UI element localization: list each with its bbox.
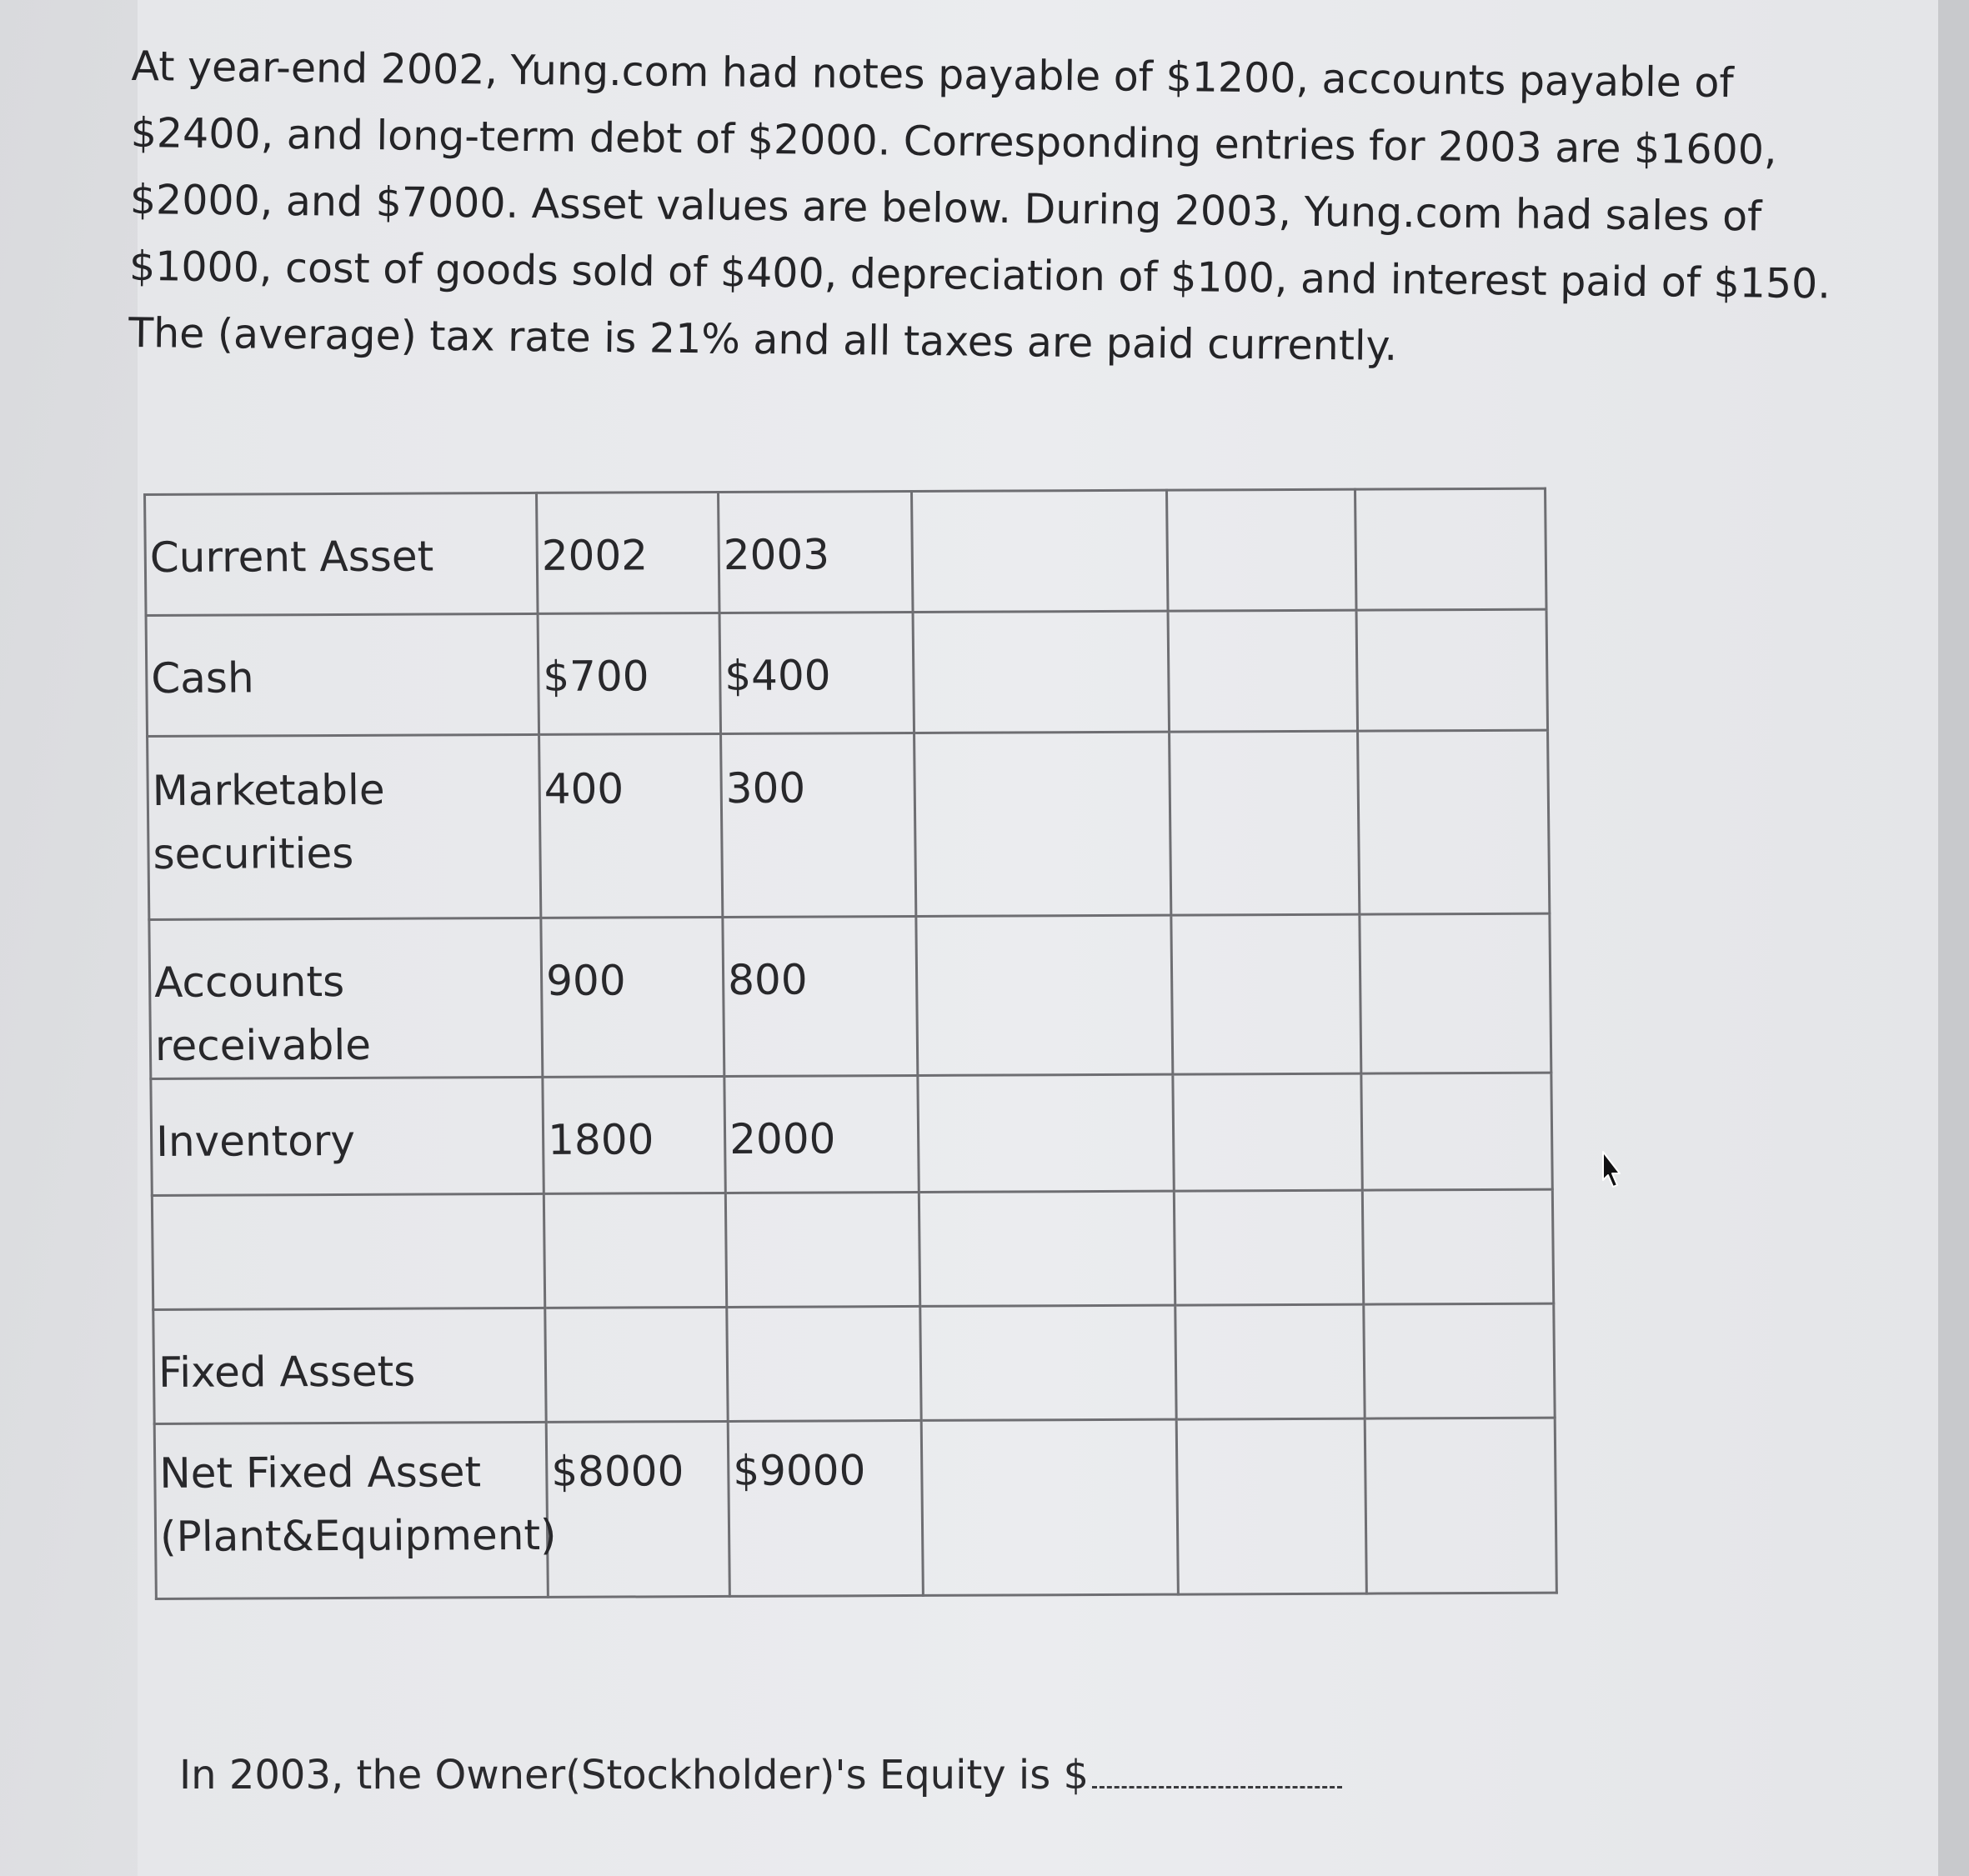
- value-2002-cell: [544, 1193, 726, 1308]
- value-2003-cell: [727, 1306, 921, 1421]
- empty-cell: [1365, 1418, 1556, 1593]
- row-label-cell: Fixed Assets: [153, 1308, 546, 1423]
- empty-cell: [918, 1074, 1174, 1192]
- empty-cell: [1358, 730, 1550, 914]
- mouse-pointer-icon: [1595, 1148, 1628, 1190]
- value-2003-cell: [725, 1192, 919, 1307]
- value-2003-cell: $9000: [728, 1420, 923, 1596]
- value-2002-cell: 1800: [543, 1076, 725, 1193]
- header-2002-cell: 2002: [537, 492, 720, 613]
- empty-cell: [1173, 1073, 1362, 1191]
- value-2002-cell: [545, 1307, 728, 1422]
- empty-cell: [1175, 1304, 1365, 1419]
- empty-cell: [1168, 610, 1358, 732]
- table-row-cash: [146, 609, 1548, 736]
- value-2003-cell: 800: [723, 916, 918, 1076]
- answer-blank[interactable]: [1092, 1779, 1342, 1788]
- empty-cell: [913, 611, 1170, 733]
- window-edge: [1938, 0, 1969, 1876]
- empty-cell: [1174, 1190, 1363, 1305]
- value-2002-cell: 900: [541, 917, 724, 1077]
- table-row-marketable-securities: [148, 730, 1550, 919]
- empty-cell: [1167, 489, 1357, 611]
- empty-cell: [1362, 1189, 1553, 1304]
- table-header-row: [145, 488, 1547, 615]
- row-label-cell: Accounts receivable: [149, 918, 543, 1078]
- asset-table: [143, 488, 1558, 1600]
- empty-cell: [1364, 1303, 1555, 1418]
- value-2002-cell: $700: [538, 613, 721, 734]
- table-row-accounts-receivable: [149, 913, 1551, 1078]
- empty-cell: [1360, 913, 1551, 1073]
- table-row-inventory: [151, 1073, 1552, 1195]
- question-text: At year-end 2002, Yung.com had notes payable of $1200, accounts payable of $2400, and long-term debt of $2000. Corresponding entries for 2003 are $1600, $2000, and $7000. Asset values are below. During 2003, Yung.com had sales of $1000, cost of goods sold of $400, depreciation of $100, and interest paid of $150. The (average) tax rate is 21% and all taxes are paid currently.: [128, 42, 1831, 370]
- empty-cell: [1176, 1418, 1366, 1594]
- answer-prompt-text: In 2003, the Owner(Stockholder)'s Equity is $: [179, 1752, 1090, 1798]
- value-2002-cell: $8000: [546, 1421, 729, 1597]
- empty-cell: [920, 1305, 1176, 1420]
- value-2003-cell: 2000: [724, 1075, 919, 1193]
- row-label-cell: Cash: [146, 613, 539, 736]
- header-2003-cell: 2003: [719, 491, 914, 613]
- table-row-net-fixed-asset: [154, 1418, 1556, 1598]
- value-2003-cell: $400: [719, 612, 914, 733]
- table-row-fixed-assets: [153, 1303, 1555, 1423]
- empty-cell: [1356, 609, 1548, 731]
- value-2003-cell: 300: [721, 733, 916, 917]
- value-2002-cell: 400: [539, 733, 723, 918]
- row-label-cell: [152, 1193, 544, 1309]
- row-label-cell: Inventory: [151, 1077, 544, 1195]
- empty-cell: [916, 915, 1173, 1075]
- empty-cell: [1171, 914, 1361, 1074]
- answer-prompt: [179, 1752, 1342, 1798]
- empty-cell: [1361, 1073, 1552, 1190]
- empty-cell: [1170, 731, 1360, 915]
- empty-cell: [919, 1191, 1175, 1306]
- empty-cell: [1355, 488, 1547, 610]
- table-row-blank: [152, 1189, 1553, 1309]
- row-label-cell: Net Fixed Asset (Plant&Equipment): [154, 1422, 548, 1598]
- empty-cell: [912, 490, 1169, 612]
- row-label-cell: Marketable securities: [148, 734, 541, 919]
- header-label-cell: Current Asset: [145, 493, 539, 615]
- empty-cell: [921, 1419, 1178, 1595]
- empty-cell: [914, 732, 1171, 916]
